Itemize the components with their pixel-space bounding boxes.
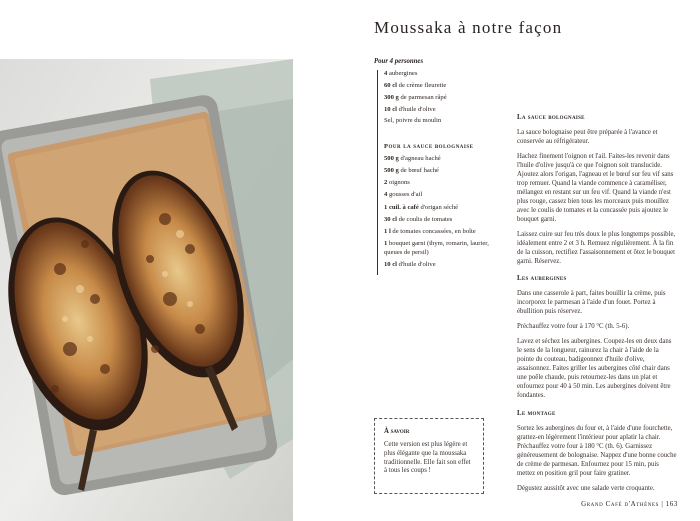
ingredient-item: 60 cl de crème fleurette (384, 81, 447, 89)
ingredient-item: 4 aubergines (384, 70, 418, 77)
section-paragraph: Sortez les aubergines du four et, à l'aide d'une fourchette, grattez-en légèrement l'intérieur pour aplatir la chair. Préchauffez votre four à 180 °C (th. 6). Garnissez généreusement de bolognaise. Nappez d'une bonne couche de crème de parmesan. Enfournez pour 15 min, puis mettez en position gril pour faire gratiner. (517, 424, 677, 477)
ingredients-rule (377, 70, 378, 275)
section-aubergines (517, 275, 677, 401)
recipe-title: Moussaka à notre façon (374, 18, 563, 37)
ingredient-item: 1 cuil. à café d'origan séché (384, 203, 459, 211)
section-paragraph: Lavez et séchez les aubergines. Coupez-les en deux dans le sens de la longueur, rainurez la chair à l'aide de la pointe du couteau, badigeonnez d'huile d'olive, assaisonnez. Faites griller les aubergines côté chair dans une poêle chaude, puis retournez-les dans un plat et enfournez pour 40 à 50 min. Les aubergines doivent être fondantes. (517, 337, 672, 399)
servings-label: Pour 4 personnes (374, 58, 424, 65)
ingredient-item: 500 g d'agneau haché (384, 155, 441, 162)
section-paragraph: Dans une casserole à part, faites bouillir la crème, puis incorporez le parmesan à l'aide d'un fouet. Portez à ébullition puis réservez. (517, 289, 666, 315)
ingredient-item: 10 cl d'huile d'olive (384, 105, 436, 113)
page-footer: Grand Café d'Athènes | 163 (581, 500, 678, 508)
moussaka-photo (0, 59, 293, 521)
bolognaise-ingredients-list (384, 155, 504, 273)
section-heading: La sauce bolognaise (517, 114, 585, 121)
ingredient-item: 30 cl de coulis de tomates (384, 215, 453, 223)
bolognaise-ingredients-heading: Pour la sauce bolognaise (384, 143, 474, 150)
section-paragraph: Dégustez aussitôt avec une salade verte croquante. (517, 484, 655, 492)
section-montage (517, 410, 677, 494)
ingredients-list (384, 70, 504, 129)
photo-illustration (0, 59, 293, 521)
section-paragraph: Hachez finement l'oignon et l'ail. Faites-les revenir dans l'huile d'olive jusqu'à ce que l'oignon soit translucide. Ajoutez alors l'origan, l'agneau et le bœuf sur feu vif sans trop remuer. Quand la viande commence à caraméliser, mélangez en restant sur un feu vif. Quand la viande n'est plus rouge, cassez bien tous les morceaux puis mouillez avec le coulis de tomates et la concassée puis ajoutez le bouquet garni. (517, 152, 674, 223)
tip-title: À savoir (384, 428, 410, 435)
ingredient-item: 10 cl d'huile d'olive (384, 260, 436, 268)
ingredient-item: 1 bouquet garni (thym, romarin, laurier, queues de persil) (384, 240, 489, 256)
ingredient-item: 4 gousses d'ail (384, 191, 423, 199)
section-paragraph: La sauce bolognaise peut être préparée à l'avance et conservée au réfrigérateur. (517, 128, 658, 145)
tip-text: Cette version est plus légère et plus élégante que la moussaka traditionnelle. Elle fait son effet à tous les coups ! (384, 441, 471, 475)
ingredient-item: 1 l de tomates concassées, en boîte (384, 227, 476, 235)
ingredient-item: Sel, poivre du moulin (384, 117, 442, 125)
ingredient-item: 500 g de bœuf haché (384, 167, 439, 175)
section-heading: Le montage (517, 410, 556, 417)
section-heading: Les aubergines (517, 275, 567, 282)
ingredient-item: 300 g de parmesan râpé (384, 93, 447, 101)
ingredient-item: 2 oignons (384, 179, 410, 187)
section-paragraph: Laissez cuire sur feu très doux le plus longtemps possible, idéalement entre 2 et 3 h. Remuez régulièrement. À la fin de la cuisson, rectifiez l'assaisonnement et ôtez le bouquet garni. Réservez. (517, 230, 676, 265)
section-paragraph: Préchauffez votre four à 170 °C (th. 5-6). (517, 322, 630, 330)
section-bolognaise (517, 114, 677, 267)
